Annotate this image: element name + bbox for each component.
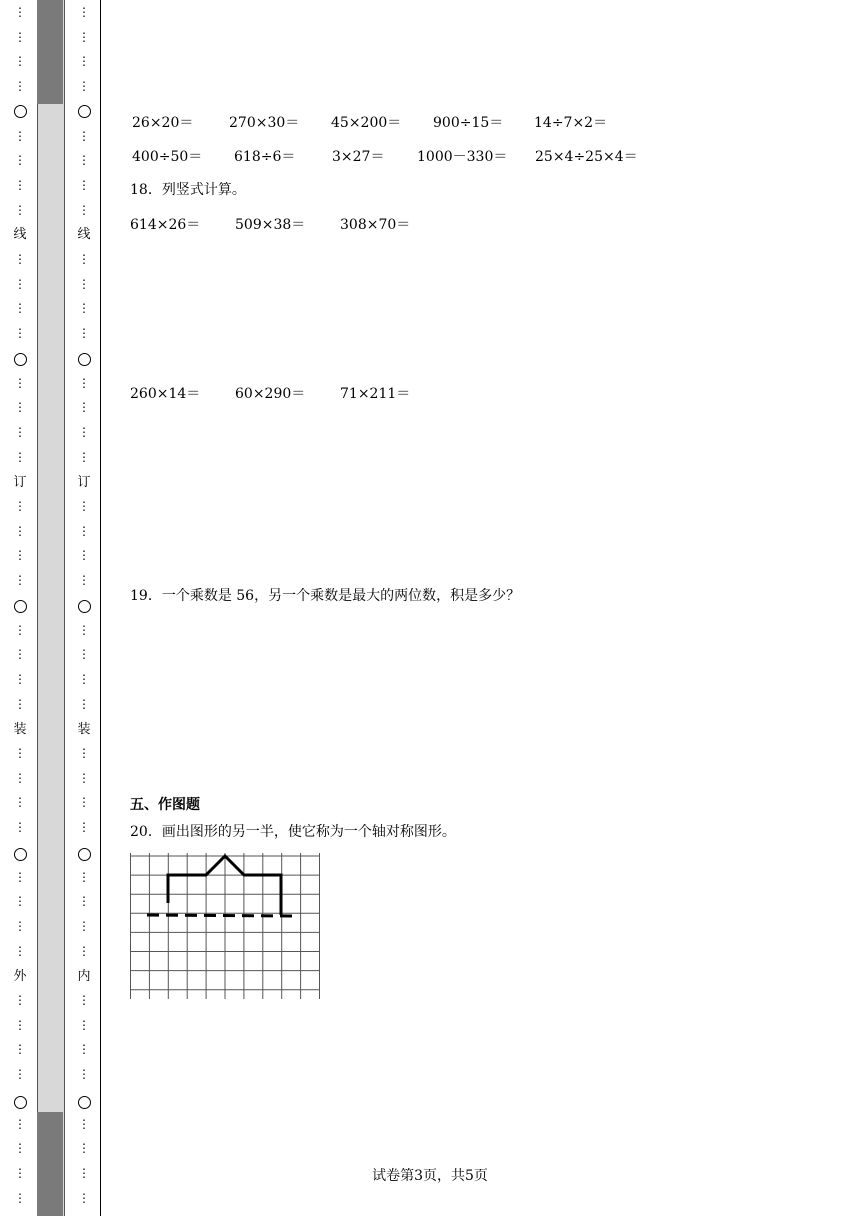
cut-dots: ⋮ [14,177,26,192]
cut-dots: ⋮ [14,400,26,415]
binding-gray-band [37,0,65,1216]
cut-dots: ⋮ [14,252,26,266]
cut-circle [78,105,91,118]
outer-label-line: 线 [13,227,27,242]
cut-dots: ⋮ [78,5,90,19]
calc-item: 614×26＝ [130,217,201,233]
cut-dots: ⋮ [78,202,90,217]
calc-item: 509×38＝ [235,217,306,233]
calc-item: 45×200＝ [331,115,402,131]
cut-dots: ⋮ [78,869,90,884]
cut-dots: ⋮ [78,449,90,464]
calc-item: 618÷6＝ [234,149,296,165]
cut-dots: ⋮ [78,252,90,266]
cut-dots: ⋮ [14,5,26,19]
inner-label-inside: 内 [77,969,91,984]
cut-dots: ⋮ [78,671,90,686]
cut-dots: ⋮ [78,548,90,563]
cut-dots: ⋮ [78,177,90,192]
cut-dots: ⋮ [14,301,26,316]
cut-dots: ⋮ [78,746,90,760]
cut-dots: ⋮ [14,326,26,341]
calc-item: 260×14＝ [130,386,201,402]
calc-item: 14÷7×2＝ [534,115,608,131]
cut-dots: ⋮ [78,499,90,513]
cut-dots: ⋮ [14,79,26,94]
cut-dots: ⋮ [14,622,26,637]
cut-dots: ⋮ [78,696,90,711]
cut-dots: ⋮ [14,128,26,143]
section-5-heading: 五、作图题 [130,797,200,813]
cut-dots: ⋮ [78,573,90,588]
cut-dots: ⋮ [14,202,26,217]
cut-dots: ⋮ [14,375,26,390]
cut-dots: ⋮ [78,153,90,168]
cut-circle [14,848,27,861]
cut-circle [14,600,27,613]
cut-dots: ⋮ [78,424,90,439]
binding-rule [100,0,101,1216]
cut-dots: ⋮ [14,153,26,168]
cut-dots: ⋮ [14,499,26,513]
cut-dots: ⋮ [78,993,90,1007]
cut-dots: ⋮ [78,400,90,415]
outer-label-outside: 外 [13,969,27,984]
cut-circle [78,600,91,613]
cut-dots: ⋮ [78,375,90,390]
cut-dots: ⋮ [14,894,26,909]
question-19: 19．一个乘数是 56，另一个乘数是最大的两位数，积是多少？ [130,588,521,604]
cut-circle [78,353,91,366]
cut-dots: ⋮ [14,1017,26,1032]
cut-dots: ⋮ [14,523,26,538]
cut-dots: ⋮ [78,301,90,316]
cut-circle [78,848,91,861]
cut-circle [14,105,27,118]
cut-dots: ⋮ [78,326,90,341]
cut-dots: ⋮ [78,820,90,835]
cut-dots: ⋮ [14,449,26,464]
cut-dots: ⋮ [78,1116,90,1131]
cut-dots: ⋮ [14,1190,26,1205]
cut-dots: ⋮ [78,622,90,637]
cut-dots: ⋮ [14,696,26,711]
cut-dots: ⋮ [14,548,26,563]
cut-dots: ⋮ [78,918,90,933]
question-18-title: 18．列竖式计算。 [130,182,246,198]
cut-dots: ⋮ [78,894,90,909]
inner-label-pack: 装 [77,722,91,737]
inner-label-bind: 订 [77,475,91,490]
calc-item: 270×30＝ [229,115,300,131]
binding-dark-top [37,0,63,104]
calc-item: 3×27＝ [332,149,385,165]
question-20: 20．画出图形的另一半，使它称为一个轴对称图形。 [130,824,456,840]
cut-dots: ⋮ [14,820,26,835]
calc-item: 900÷15＝ [433,115,504,131]
cut-dots: ⋮ [78,523,90,538]
cut-dots: ⋮ [78,128,90,143]
cut-dots: ⋮ [78,79,90,94]
cut-dots: ⋮ [14,746,26,760]
cut-circle [14,353,27,366]
outer-label-pack: 装 [13,722,27,737]
cut-dots: ⋮ [14,276,26,291]
cut-dots: ⋮ [14,671,26,686]
cut-dots: ⋮ [78,1141,90,1156]
grid-svg [130,853,320,999]
calc-item: 71×211＝ [340,386,411,402]
calc-item: 26×20＝ [132,115,194,131]
cut-dots: ⋮ [14,1042,26,1057]
cut-circle [78,1096,91,1109]
calc-item: 400÷50＝ [132,149,203,165]
symmetry-axis [147,915,295,916]
cut-circle [14,1096,27,1109]
calc-item: 308×70＝ [340,217,411,233]
cut-dots: ⋮ [14,943,26,958]
cut-dots: ⋮ [14,573,26,588]
cut-dots: ⋮ [14,993,26,1007]
page-footer: 试卷第3页，共5页 [372,1168,488,1184]
cut-dots: ⋮ [14,1141,26,1156]
cut-dots: ⋮ [14,647,26,662]
cut-dots: ⋮ [78,29,90,44]
cut-dots: ⋮ [14,1067,26,1082]
outer-label-bind: 订 [13,475,27,490]
cut-dots: ⋮ [78,770,90,785]
inner-label-line: 线 [77,227,91,242]
cut-dots: ⋮ [14,424,26,439]
cut-dots: ⋮ [14,770,26,785]
cut-dots: ⋮ [78,1067,90,1082]
cut-dots: ⋮ [14,1116,26,1131]
cut-dots: ⋮ [14,795,26,810]
cut-dots: ⋮ [14,918,26,933]
calc-item: 1000－330＝ [417,149,508,165]
calc-item: 25×4÷25×4＝ [535,149,638,165]
cut-dots: ⋮ [78,1042,90,1057]
cut-dots: ⋮ [78,1190,90,1205]
cut-dots: ⋮ [14,1165,26,1180]
cut-dots: ⋮ [78,276,90,291]
cut-dots: ⋮ [78,647,90,662]
cut-dots: ⋮ [14,869,26,884]
cut-dots: ⋮ [78,943,90,958]
cut-dots: ⋮ [14,54,26,69]
symmetry-grid [130,853,320,1003]
cut-dots: ⋮ [14,29,26,44]
cut-dots: ⋮ [78,54,90,69]
cut-dots: ⋮ [78,1165,90,1180]
binding-dark-bottom [37,1112,63,1216]
calc-item: 60×290＝ [235,386,306,402]
cut-dots: ⋮ [78,1017,90,1032]
cut-dots: ⋮ [78,795,90,810]
